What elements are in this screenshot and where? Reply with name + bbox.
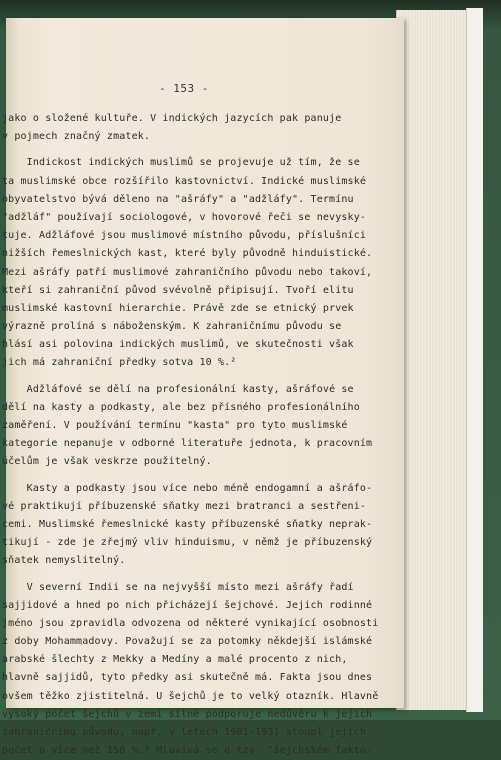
text-line: počet o více než 150 %.³ Mluvívá se o tzv. "šejchském fakto- <box>2 742 402 760</box>
text-line: dělí na kasty a podkasty, ale bez přísného profesionálního <box>2 399 402 417</box>
text-line: muslimské kastovní hierarchie. Právě zde se etnický prvek <box>2 300 402 318</box>
text-line: sajjidové a hned po nich přicházejí šejchové. Jejich rodinné <box>2 597 402 615</box>
text-line: arabské šlechty z Mekky a Medíny a malé procento z nich, <box>2 651 402 669</box>
text-line: kategorie nepanuje v odborné literatuře jednota, k pracovním <box>2 435 402 453</box>
paragraph <box>2 579 402 760</box>
text-line: Indickost indických muslimů se projevuje už tím, že se <box>2 154 402 172</box>
text-line: V severní Indii se na nejvyšší místo mezi ašráfy řadí <box>2 579 402 597</box>
text-line: nižších řemeslnických kast, které byly původně hinduistické. <box>2 245 402 263</box>
text-line: "adžláf" používají sociologové, v hovorové řeči se nevysky- <box>2 209 402 227</box>
page-text <box>2 110 402 760</box>
text-line: sňatek nemyslitelný. <box>2 552 402 570</box>
paragraph <box>2 480 402 571</box>
book-cover-edge <box>466 8 483 712</box>
text-line: vé praktikují příbuzenské sňatky mezi bratranci a sestřeni- <box>2 498 402 516</box>
text-line: zaměření. V používání termínu "kasta" pro tyto muslimské <box>2 417 402 435</box>
book-page-edges <box>396 10 477 710</box>
paragraph <box>2 154 402 372</box>
text-line: jméno jsou zpravidla odvozena od některé vynikající osobnosti <box>2 615 402 633</box>
text-line: jako o složené kultuře. V indických jazycích pak panuje <box>2 110 402 128</box>
text-line: Mezi ašráfy patří muslimové zahraničního původu nebo takoví, <box>2 264 402 282</box>
text-line: ovšem těžko zjistitelná. U šejchů je to velký otazník. Hlavně <box>2 688 402 706</box>
paragraph <box>2 110 402 146</box>
paragraph <box>2 381 402 472</box>
text-line: obyvatelstvo bývá děleno na "ašráfy" a "adžláfy". Termínu <box>2 191 402 209</box>
text-line: cemi. Muslimské řemeslnické kasty příbuzenské sňatky neprak- <box>2 516 402 534</box>
text-line: výrazně prolíná s náboženským. K zahraničnímu původu se <box>2 318 402 336</box>
text-line: hlásí asi polovina indických muslimů, ve skutečnosti však <box>2 336 402 354</box>
text-line: jich má zahraniční předky sotva 10 %.² <box>2 354 402 372</box>
text-line: hlavně sajjidů, tyto předky asi skutečně má. Fakta jsou dnes <box>2 669 402 687</box>
text-line: v pojmech značný zmatek. <box>2 128 402 146</box>
text-line: tikují - zde je zřejmý vliv hinduismu, v němž je příbuzenský <box>2 534 402 552</box>
text-line: z doby Mohammadovy. Považují se za potomky někdejší islámské <box>2 633 402 651</box>
text-line: Adžláfové se dělí na profesionální kasty, ašráfové se <box>2 381 402 399</box>
text-line: účelům je však veskrze použitelný. <box>2 453 402 471</box>
text-line: vysoký počet šejchů v zemi silně podporuje nedůvěru k jejich <box>2 706 402 724</box>
page-number: - 153 - <box>144 82 224 95</box>
text-line: kteří si zahraniční původ svévolně připisují. Tvoří elitu <box>2 282 402 300</box>
text-line: zahraničnímu původu, např. v letech 1901-1931 stoupl jejich <box>2 724 402 742</box>
text-line: tuje. Adžláfové jsou muslimové místního původu, příslušníci <box>2 227 402 245</box>
text-line: Kasty a podkasty jsou více nebo méně endogamní a ašráfo- <box>2 480 402 498</box>
book-page <box>6 18 404 708</box>
text-line: ta muslimské obce rozšířilo kastovnictví. Indické muslimské <box>2 173 402 191</box>
